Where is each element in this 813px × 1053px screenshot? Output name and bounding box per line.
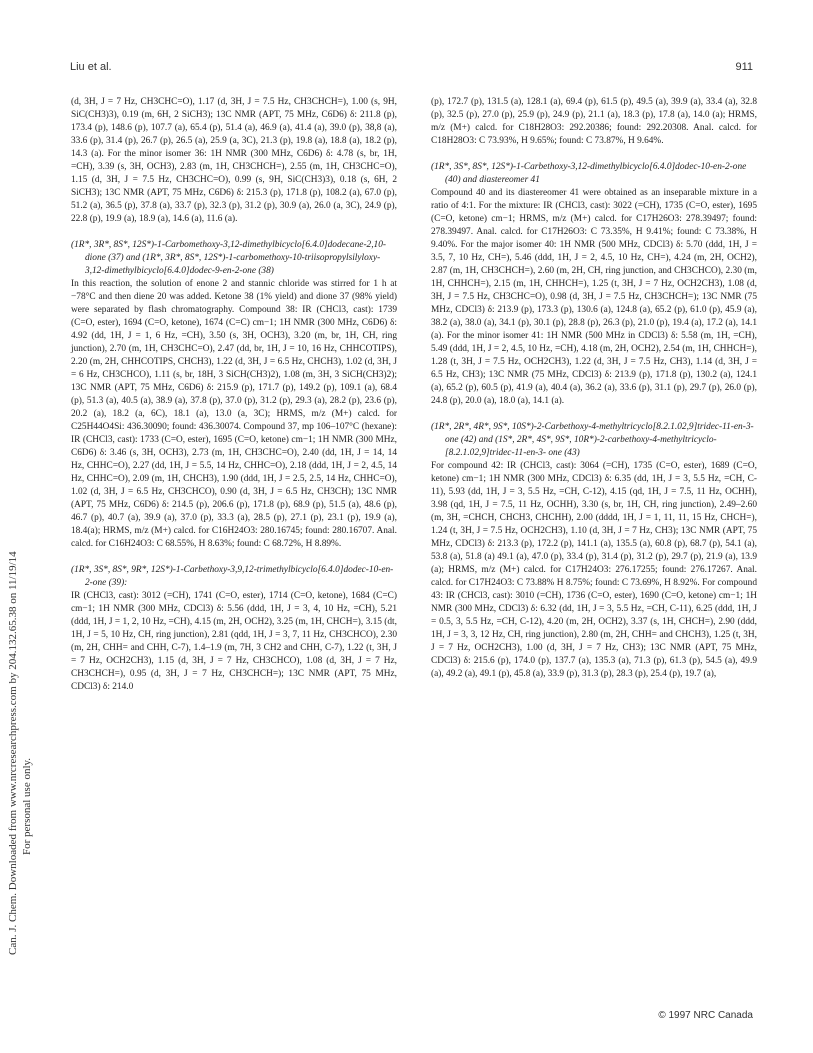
section-title-40-41: (1R*, 3S*, 8S*, 12S*)-1-Carbethoxy-3,12-dimethylbicyclo[6.4.0]dodec-10-en-2-one (40) and diastereomer 41: [431, 162, 747, 185]
running-header-authors: Liu et al.: [70, 61, 112, 73]
section-title-42-43: (1R*, 2R*, 4R*, 9S*, 10S*)-2-Carbethoxy-4-methyltricyclo[8.2.1.02,9]tridec-11-en-3-one (42) and (1S*, 2R*, 4S*, 9S*, 10R*)-2-carbethoxy-4-methyltricyclo-[8.2.1.02,9]tridec-11-en-3- one (43): [431, 422, 754, 458]
page-number: 911: [735, 61, 753, 73]
paragraph-40-41: Compound 40 and its diastereomer 41 were obtained as an inseparable mixture in a ratio of 4:1. For the mixture: IR (CHCl3, cast): 3022 (=CH), 1735 (C=O, ester), 1695 (C=O, ketone) cm−1; HRMS, m/z (M+) calcd. for C17H26O3: 278.39497; found: 278.39497. Anal. calcd. for C17H26O3: C 73.35%, H 9.41%; found: C 73.38%, H 9.40%. For the major isomer 40: 1H NMR (500 MHz, CDCl3) δ: 5.70 (ddd, 1H, J = 3.5, 7, 10 Hz, CH=), 5.46 (ddd, 1H, J = 2, 4.5, 10 Hz, CH=), 4.24 (m, 2H, OCH2), 2.87 (m, 1H, CH3CHCH=), 2.60 (m, 2H, CH, ring junction, and CH3CHCO), 2.30 (m, 1H, CHHCH=), 2.15 (m, 1H, CHHCH=), 1.25 (t, 3H, J = 7 Hz, OCH2CH3), 1.08 (d, 3H, J = 7.5 Hz, CH3CHC=O), 0.98 (d, 3H, J = 7.5 Hz, CH3CHCH=); 13C NMR (75 MHz, CDCl3) δ: 213.9 (p), 173.3 (p), 130.6 (a), 124.8 (a), 65.2 (p), 61.0 (p), 45.9 (a), 38.2 (a), 38.0 (a), 34.1 (p), 30.1 (p), 28.8 (p), 26.3 (p), 21.0 (p), 19.4 (a), 17.2 (a), 14.1 (a). For the minor isomer 41: 1H NMR (500 MHz in CDCl3) δ: 5.58 (m, 1H, =CH), 5.49 (ddd, 1H, J = 2, 4.5, 10 Hz, =CH), 4.18 (m, 2H, OCH2), 2.54 (m, 1H, CHHCH=), 1.28 (t, 3H, J = 7.5 Hz, OCH2CH3), 1.22 (d, 3H, J = 7.5 Hz, CH3), 1.14 (d, 3H, J = 6.5 Hz, CH3); 13C NMR (75 MHz, CDCl3) δ: 213.9 (p), 171.8 (p), 130.2 (a), 124.1 (a), 65.2 (p), 60.5 (p), 41.9 (a), 40.4 (a), 36.2 (a), 33.6 (p), 31.1 (p), 29.7 (p), 26.0 (p), 24.8 (p), 20.0 (a), 18.0 (a), 14.1 (a).: [431, 188, 757, 406]
watermark-line-2: For personal use only.: [21, 757, 33, 855]
paragraph-37-38: In this reaction, the solution of enone 2 and stannic chloride was stirred for 1 h at −78°C and then diene 20 was added. Ketone 38 (1% yield) and dione 37 (98% yield) were separated by flash chromatography. Compound 38: IR (CHCl3, cast): 1739 (C=O, ester), 1694 (C=O, ketone), 1674 (C=C) cm−1; 1H NMR (300 MHz, C6D6) δ: 4.92 (dd, 1H, J = 1, 6 Hz, =CH), 3.50 (s, 3H, OCH3), 3.20 (m, br, 1H, CH, ring junction), 2.70 (m, 1H, CH3CHC=O), 2.47 (dd, br, 1H, J = 10, 16 Hz, CHHCOTIPS), 2.20 (m, 2H, CHHCOTIPS, CHCH3), 1.22 (d, 3H, J = 6.5 Hz, CHCH3), 1.02 (d, 3H, J = 6 Hz, CH3CHCO), 1.11 (s, br, 18H, 3 SiCH(CH3)2), 1.08 (m, 3H, 3 SiCH(CH3)2); 13C NMR (APT, 75 MHz, C6D6) δ: 215.9 (p), 171.7 (p), 149.2 (p), 109.1 (a), 68.4 (p), 51.3 (a), 40.5 (a), 38.9 (a), 37.8 (p), 37.0 (p), 31.2 (p), 29.3 (a), 28.2 (p), 23.6 (p), 20.2 (a), 18.2 (a, 6C), 18.1 (a), 13.0 (a, 3C); HRMS, m/z (M+) calcd. for C25H44O4Si: 436.30090; found: 436.30074. Compound 37, mp 106–107°C (hexane): IR (CHCl3, cast): 1733 (C=O, ester), 1695 (C=O, ketone) cm−1; 1H NMR (300 MHz, C6D6) δ: 3.46 (s, 3H, OCH3), 2.73 (m, 1H, CH3CHC=O), 2.40 (dd, 1H, J = 14, 14 Hz, CHHC=O), 2.27 (dd, 1H, J = 5.5, 14 Hz, CHHC=O), 2.18 (ddd, 1H, J = 2, 4.5, 14 Hz, CHHC=O), 2.09 (m, 1H, CHCH3), 1.90 (ddd, 1H, J = 2.5, 2.5, 14 Hz, CHHC=O), 1.02 (d, 3H, J = 6.5 Hz, CH3CHCO), 0.90 (d, 3H, J = 6.5 Hz, CH3CH); 13C NMR (APT, 75 MHz, C6D6) δ: 214.5 (p), 206.6 (p), 171.8 (p), 68.9 (p), 51.5 (a), 48.6 (p), 46.7 (p), 40.7 (a), 39.9 (a), 37.0 (p), 33.3 (a), 28.5 (p), 27.1 (p), 23.1 (p), 19.9 (a), 18.4(a); HRMS, m/z (M+) calcd. for C16H24O3: 280.16745; found: 280.16707. Anal. calcd. for C16H24O3: C 68.55%, H 8.63%; found: C 68.72%, H 8.89%.: [71, 279, 397, 549]
right-column: [431, 96, 757, 681]
paragraph-continued: (d, 3H, J = 7 Hz, CH3CHC=O), 1.17 (d, 3H, J = 7.5 Hz, CH3CHCH=), 1.00 (s, 9H, SiC(CH3)3), 0.19 (m, 6H, 2 SiCH3); 13C NMR (APT, 75 MHz, C6D6) δ: 211.8 (p), 173.4 (p), 148.6 (p), 107.7 (a), 65.4 (p), 51.4 (a), 46.9 (a), 41.4 (a), 39.0 (p), 38,8 (a), 33.6 (p), 31.4 (p), 26.7 (p), 26.5 (a), 25.9 (a, 3C), 21.3 (p), 19.8 (a), 18.8 (a), 18.2 (p), 14.3 (a). For the minor isomer 36: 1H NMR (300 MHz, C6D6) δ: 4.78 (s, br, 1H, =CH), 3.39 (s, 3H, OCH3), 2.83 (m, 1H, CH3CHCH=), 2.55 (m, 1H, CH3CHC=O), 1.15 (d, 3H, J = 7.5 Hz, CH3CHC=O), 0.99 (s, 9H, SiC(CH3)3), 0.18 (s, 6H, 2 SiCH3); 13C NMR (APT, 75 MHz, C6D6) δ: 215.3 (p), 171.8 (p), 108.2 (a), 67.0 (p), 51.2 (a), 36.5 (p), 37.8 (a), 33.7 (p), 32.3 (p), 31.2 (p), 30.9 (a), 26.0 (a, 3C), 24.9 (p), 22.8 (p), 19.9 (a), 18.9 (a), 14.6 (a), 11.6 (a).: [71, 97, 397, 224]
section-title-39: (1R*, 3S*, 8S*, 9R*, 12S*)-1-Carbethoxy-3,9,12-trimethylbicyclo[6.4.0]dodec-10-en-2-one (39):: [71, 565, 394, 588]
section-title-37-38: (1R*, 3R*, 8S*, 12S*)-1-Carbomethoxy-3,12-dimethylbicyclo[6.4.0]dodecane-2,10-dione (37) and (1R*, 3R*, 8S*, 12S*)-1-carbomethoxy-10-triisopropylsilyloxy-3,12-dimethylbicyclo[6.4.0]dodec-9-en-2-one (38): [71, 240, 387, 276]
left-column: [71, 96, 397, 694]
paragraph-39: IR (CHCl3, cast): 3012 (=CH), 1741 (C=O, ester), 1714 (C=O, ketone), 1684 (C=C) cm−1; 1H NMR (300 MHz, CDCl3) δ: 5.56 (ddd, 1H, J = 3, 4, 10 Hz, =CH), 5.21 (ddd, 1H, J = 1, 2, 10 Hz, =CH), 4.15 (m, 2H, OCH2), 3.25 (m, 1H, CHCH=), 3.15 (dt, 1H, J = 5, 10 Hz, CH, ring junction), 2.81 (qdd, 1H, J = 3, 7, 11 Hz, CH3CHCO), 2.30 (m, 2H, CHH= and CHH, C-7), 1.4–1.9 (m, 7H, 3 CH2 and CHH, C-7), 1.22 (t, 3H, J = 7 Hz, OCH2CH3), 1.15 (d, 3H, J = 7 Hz, CH3CHCO), 1.08 (d, 3H, J = 7 Hz, CH3CHCH=), 0.95 (d, 3H, J = 7 Hz, CH3CHCH=); 13C NMR (APT, 75 MHz, CDCl3) δ: 214.0: [71, 591, 397, 692]
paragraph-39-continued: (p), 172.7 (p), 131.5 (a), 128.1 (a), 69.4 (p), 61.5 (p), 49.5 (a), 39.9 (a), 33.4 (a), 32.8 (p), 32.5 (p), 27.0 (p), 25.9 (p), 24.9 (p), 21.1 (a), 18.3 (p), 17.8 (a), 14.0 (a); HRMS, m/z (M+) calcd. for C18H28O3: 292.20386; found: 292.20308. Anal. calcd. for C18H28O3: C 73.93%, H 9.65%; found: C 73.87%, H 9.64%.: [431, 97, 757, 146]
download-watermark: [2, 255, 42, 965]
copyright-footer: © 1997 NRC Canada: [658, 1010, 753, 1021]
watermark-line-1: Can. J. Chem. Downloaded from www.nrcresearchpress.com by 204.132.65.38 on 11/19/14: [7, 551, 19, 955]
paragraph-42-43: For compound 42: IR (CHCl3, cast): 3064 (=CH), 1735 (C=O, ester), 1689 (C=O, ketone) cm−1; 1H NMR (300 MHz, CDCl3) δ: 6.35 (dd, 1H, J = 3, 5.5 Hz, =CH, C-11), 5.93 (dd, 1H, J = 3, 5.5 Hz, =CH, C-12), 4.15 (qd, 1H, J = 7.5, 11 Hz, OCHH), 3.98 (qd, 1H, J = 7.5, 11 Hz, OCHH), 3.30 (s, br, 1H, CH, ring junction), 2.49–2.60 (m, 3H, =CHCH, CHCH3, CHCHH), 2.00 (dddd, 1H, J = 1, 11, 11, 15 Hz, CHCH=), 1.24 (t, 3H, J = 7.5 Hz, OCH2CH3), 1.10 (d, 3H, J = 7 Hz, CH3); 13C NMR (APT, 75 MHz, CDCl3) δ: 213.3 (p), 172.2 (p), 141.1 (a), 135.5 (a), 60.8 (p), 68.7 (p), 54.1 (a), 53.8 (a), 51.8 (a) 49.1 (a), 47.0 (p), 33.4 (p), 31.4 (p), 31.2 (p), 29.7 (p), 21.9 (a), 13.9 (a); HRMS, m/z (M+) calcd. for C17H24O3: 276.17255; found: 276.17267. Anal. calcd. for C17H24O3: C 73.88% H 8.75%; found: C 73.69%, H 8.92%. For compound 43: IR (CHCl3, cast): 3010 (=CH), 1736 (C=O, ester), 1690 (C=O, ketone) cm−1; 1H NMR (300 MHz, CDCl3) δ: 6.32 (dd, 1H, J = 3, 5.5 Hz, =CH, C-11), 6.25 (ddd, 1H, J = 0.5, 3, 5.5 Hz, =CH, C-12), 4.20 (m, 2H, OCH2), 3.37 (s, 1H, CHCH=), 2.90 (ddd, 1H, J = 3, 3, 12 Hz, CH, ring junction), 2.80 (m, 2H, CHH= and CHCH3), 1.25 (t, 3H, J = 7 Hz, OCH2CH3), 1.00 (d, 3H, J = 7 Hz, CH3); 13C NMR (APT, 75 MHz, CDCl3) δ: 215.6 (p), 174.0 (p), 137.7 (a), 135.3 (a), 71.3 (p), 61.3 (p), 54.5 (a), 49.9 (a), 49.2 (a), 49.1 (p), 45.8 (a), 33.9 (p), 31.3 (p), 28.3 (p), 25.4 (p), 19.7 (a),: [431, 461, 757, 679]
